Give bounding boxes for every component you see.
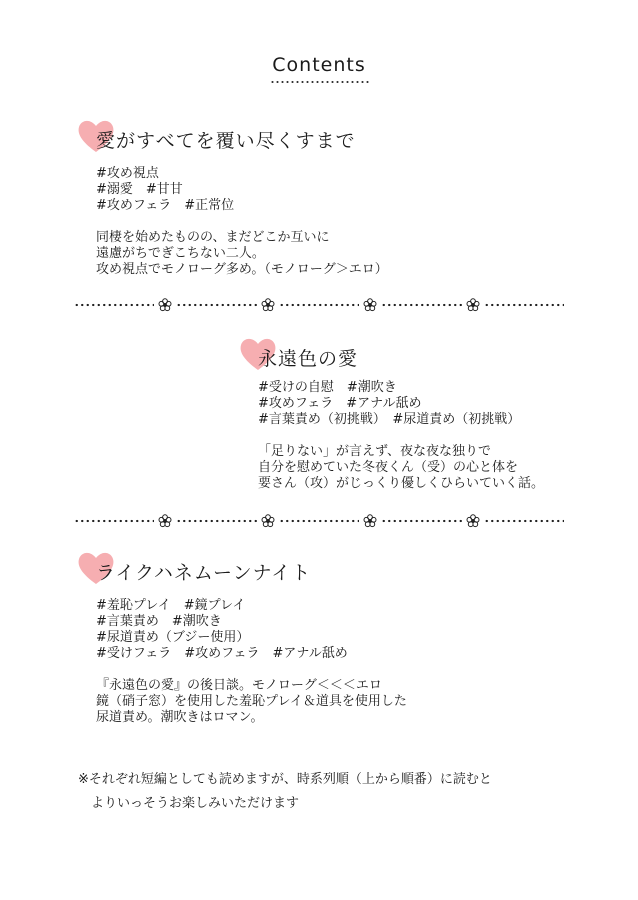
tag-line: #溺愛 #甘甘 (96, 182, 183, 197)
flower-icon (466, 514, 480, 528)
tag-line: #攻めフェラ #アナル舐め (258, 396, 422, 411)
description-line: 攻め視点でモノローグ多め。（モノローグ＞エロ） (96, 262, 388, 277)
description-line: 鏡（硝子窓）を使用した羞恥プレイ＆道具を使用した (96, 694, 407, 709)
description-line: 遠慮がちでぎこちない二人。 (96, 246, 265, 261)
tag-list (258, 380, 520, 428)
tag-line: #尿道責め（ブジー使用） (96, 630, 250, 645)
description-line: 要さん（攻）がじっくり優しくひらいていく話。 (258, 476, 545, 491)
description-line: 同棲を始めたものの、まだどこか互いに (96, 230, 330, 245)
tag-line: #言葉責め（初挑戦） #尿道責め（初挑戦） (258, 412, 521, 427)
tag-line: #受けフェラ #攻めフェラ #アナル舐め (96, 646, 348, 661)
flower-icon (363, 298, 377, 312)
tag-list (96, 598, 348, 662)
dotted-divider (74, 514, 564, 528)
footnote-line: ※それぞれ短編としても読めますが、時系列順（上から順番）に読むと (78, 772, 492, 787)
section-description (258, 444, 544, 492)
flower-icon (158, 514, 172, 528)
description-line: 『永遠色の愛』の後日談。モノローグ＜＜＜エロ (96, 678, 382, 693)
flower-icon (261, 298, 275, 312)
section-title: 永遠色の愛 (258, 348, 359, 370)
tag-line: #言葉責め #潮吹き (96, 614, 222, 629)
footnote (78, 768, 492, 816)
description-line: 尿道責め。潮吹きはロマン。 (96, 710, 264, 725)
description-line: 「足りない」が言えず、夜な夜な独りで (258, 444, 491, 459)
footnote-line: よりいっそうお楽しみいただけます (78, 796, 300, 811)
tag-line: #受けの自慰 #潮吹き (258, 380, 397, 395)
flower-icon (466, 298, 480, 312)
tag-line: #攻めフェラ #正常位 (96, 198, 235, 213)
dotted-divider (74, 298, 564, 312)
flower-icon (158, 298, 172, 312)
title-underline (270, 80, 370, 84)
section-title: 愛がすべてを覆い尽くすまで (96, 130, 356, 152)
tag-line: #羞恥プレイ #鏡プレイ (96, 598, 246, 613)
description-line: 自分を慰めていた冬夜くん（受）の心と体を (258, 460, 519, 475)
tag-list (96, 166, 234, 214)
tag-line: #攻め視点 (96, 166, 159, 181)
flower-icon (363, 514, 377, 528)
section-description (96, 678, 407, 726)
flower-icon (261, 514, 275, 528)
section-description (96, 230, 388, 278)
section-title: ライクハネムーンナイト (96, 562, 312, 584)
page-title: Contents (272, 54, 366, 76)
